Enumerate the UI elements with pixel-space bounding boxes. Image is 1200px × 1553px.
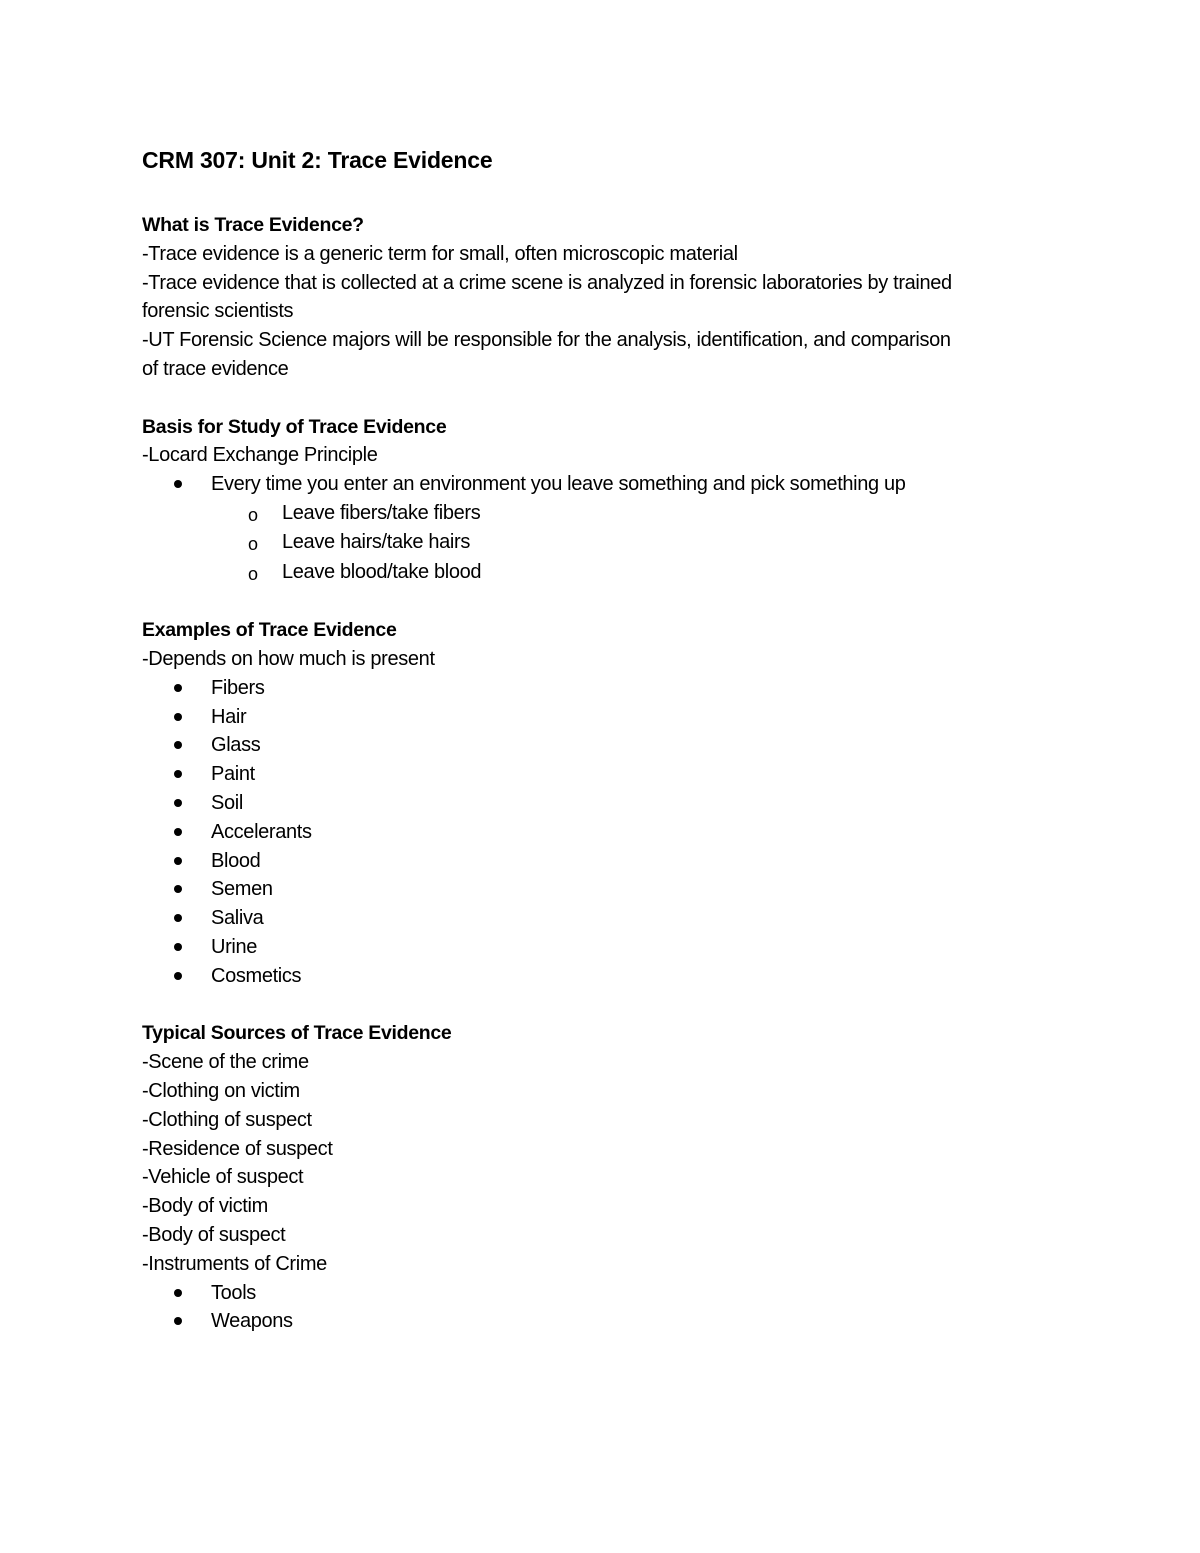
sub-list-item: [248, 499, 1062, 529]
list-item: [211, 789, 1062, 818]
bullet-icon: [174, 741, 182, 749]
text-line: -Residence of suspect: [142, 1137, 333, 1160]
bullet-icon: [174, 713, 182, 721]
list-item-text: Every time you enter an environment you leave something and pick something up: [211, 473, 906, 496]
text-line: -Instruments of Crime: [142, 1252, 327, 1275]
sub-list-item: [248, 558, 1062, 588]
list-item: [211, 818, 1062, 847]
bullet-icon: [174, 914, 182, 922]
bullet-icon: [174, 857, 182, 865]
list-item-text: Cosmetics: [211, 964, 302, 987]
bullet-icon: [174, 799, 182, 807]
text-line: -Body of victim: [142, 1195, 268, 1218]
bullet-list: [142, 674, 1062, 991]
section-examples: [142, 616, 1062, 990]
text-line: -Trace evidence that is collected at a crime scene is analyzed in forensic laboratories by trained: [142, 271, 952, 294]
list-item-text: Tools: [211, 1281, 256, 1304]
spacer: [142, 176, 1062, 211]
bullet-icon: [174, 885, 182, 893]
text-line: -Scene of the crime: [142, 1051, 309, 1074]
section-basis: [142, 413, 1062, 588]
text-line: -Clothing of suspect: [142, 1108, 312, 1131]
circle-bullet-icon: o: [248, 534, 258, 555]
list-item-text: Saliva: [211, 907, 264, 930]
text-line: -Vehicle of suspect: [142, 1166, 304, 1189]
text-line: -Trace evidence is a generic term for small, often microscopic material: [142, 242, 738, 265]
list-item-text: Weapons: [211, 1310, 293, 1333]
list-item: [211, 470, 1062, 587]
list-item: [211, 847, 1062, 876]
bullet-icon: [174, 684, 182, 692]
list-item-text: Blood: [211, 849, 261, 872]
list-item: [211, 731, 1062, 760]
list-item: [211, 1279, 1062, 1308]
circle-bullet-icon: o: [248, 563, 258, 584]
list-item: [211, 962, 1062, 991]
list-item: [211, 760, 1062, 789]
section-sources: [142, 1019, 1062, 1336]
sub-list-item-text: Leave hairs/take hairs: [282, 531, 470, 554]
sub-list-item: [248, 528, 1062, 558]
list-item: [211, 933, 1062, 962]
bullet-icon: [174, 770, 182, 778]
list-item: [211, 674, 1062, 703]
document-title: CRM 307: Unit 2: Trace Evidence: [142, 147, 493, 173]
list-item: [211, 703, 1062, 732]
sub-list-item-text: Leave blood/take blood: [282, 560, 482, 583]
list-item-text: Urine: [211, 936, 258, 959]
sub-list: [211, 499, 1062, 588]
text-line: -UT Forensic Science majors will be responsible for the analysis, identification, and comparison: [142, 329, 951, 352]
list-item-text: Hair: [211, 705, 247, 728]
bullet-icon: [174, 972, 182, 980]
list-item-text: Soil: [211, 792, 243, 815]
list-item: [211, 875, 1062, 904]
list-item-text: Semen: [211, 878, 273, 901]
text-line: -Depends on how much is present: [142, 648, 435, 671]
spacer: [142, 991, 1062, 1020]
text-line: -Clothing on victim: [142, 1080, 300, 1103]
list-item-text: Glass: [211, 734, 261, 757]
text-line: of trace evidence: [142, 357, 289, 380]
bullet-icon: [174, 480, 182, 488]
circle-bullet-icon: o: [248, 504, 258, 525]
section-heading: Basis for Study of Trace Evidence: [142, 415, 447, 438]
bullet-icon: [174, 1317, 182, 1325]
section-heading: Examples of Trace Evidence: [142, 619, 397, 642]
bullet-icon: [174, 943, 182, 951]
list-item: [211, 904, 1062, 933]
sub-list-item-text: Leave fibers/take fibers: [282, 501, 481, 524]
bullet-list: [142, 1279, 1062, 1337]
text-line: forensic scientists: [142, 300, 294, 323]
document-page: [142, 144, 1062, 1336]
list-item-text: Paint: [211, 763, 255, 786]
list-item-text: Accelerants: [211, 820, 312, 843]
text-line: -Body of suspect: [142, 1224, 286, 1246]
section-heading: Typical Sources of Trace Evidence: [142, 1022, 452, 1045]
text-line: -Locard Exchange Principle: [142, 444, 378, 467]
bullet-list: [142, 470, 1062, 587]
list-item: [211, 1307, 1062, 1336]
spacer: [142, 384, 1062, 413]
section-what-is: [142, 211, 1062, 384]
section-heading: What is Trace Evidence?: [142, 214, 364, 236]
spacer: [142, 587, 1062, 616]
list-item-text: Fibers: [211, 676, 265, 699]
bullet-icon: [174, 1289, 182, 1297]
bullet-icon: [174, 828, 182, 836]
